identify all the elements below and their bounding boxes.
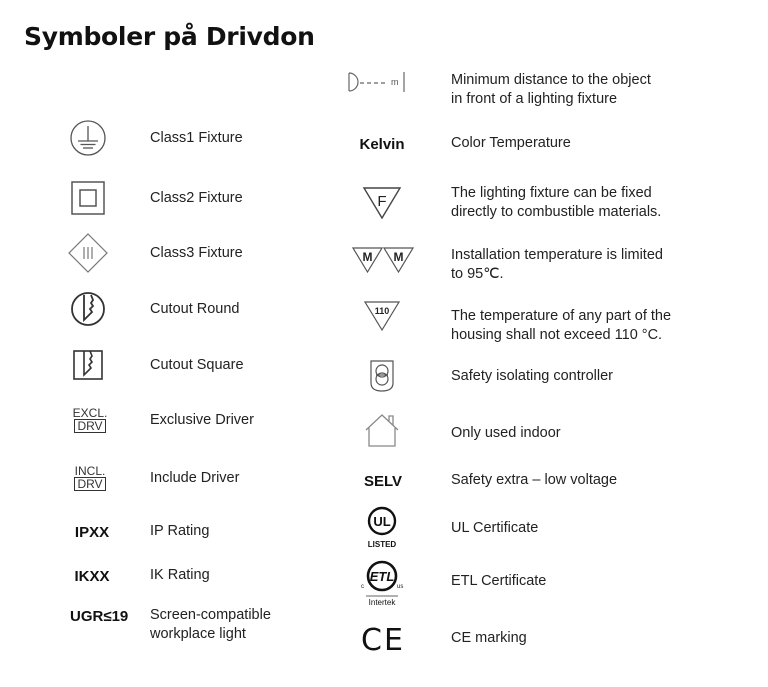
meter-text: m: [391, 77, 399, 87]
class2-double-square-icon: [70, 180, 106, 216]
cutout-round-icon: [70, 291, 106, 327]
mm-triangle-icon: [352, 246, 414, 274]
110-label-line1: The temperature of any part of the: [451, 308, 672, 324]
indoor-house-icon: [364, 412, 400, 448]
mm-label-line1: Installation temperature is limited: [451, 247, 663, 263]
class3-label: Class3 Fixture: [150, 245, 243, 261]
m-text: M: [393, 250, 404, 264]
selv-label: Safety extra – low voltage: [451, 472, 618, 488]
intertek-text: Intertek: [368, 598, 396, 607]
110-text: 110: [374, 306, 390, 316]
minimum-distance-icon: [346, 70, 408, 94]
ugr-icon: UGR≤19: [70, 607, 129, 625]
cutout-round-label: Cutout Round: [150, 301, 240, 317]
ul-listed-icon: [362, 505, 402, 549]
etl-label: ETL Certificate: [451, 573, 547, 589]
ce-label: CE marking: [451, 630, 527, 646]
indoor-label: Only used indoor: [451, 425, 561, 441]
safety-isolating-transformer-icon: [368, 358, 396, 394]
exclusive-driver-icon: [70, 404, 110, 436]
ik-rating-label: IK Rating: [150, 567, 210, 583]
ik-rating-icon: IKXX: [74, 567, 110, 585]
c-text: c: [361, 584, 364, 590]
include-driver-icon: [70, 462, 110, 494]
kelvin-label: Color Temperature: [451, 135, 571, 151]
ip-rating-icon: IPXX: [74, 523, 110, 541]
ul-text: UL: [373, 514, 391, 529]
kelvin-icon: Kelvin: [359, 135, 405, 153]
incl-text: INCL.: [74, 464, 106, 478]
class2-label: Class2 Fixture: [150, 190, 243, 206]
class1-earth-icon: [68, 118, 108, 158]
ce-mark-icon: CE: [361, 622, 405, 658]
ugr-label-line2: workplace light: [150, 626, 246, 642]
f-text: F: [377, 193, 387, 210]
listed-text: LISTED: [367, 540, 397, 549]
f-label-line2: directly to combustible materials.: [451, 204, 662, 220]
selv-icon: SELV: [363, 472, 403, 490]
etl-intertek-icon: [356, 558, 408, 610]
etl-text: ETL: [369, 569, 395, 584]
drv-text: DRV: [74, 419, 105, 433]
mm-label-line2: to 95℃.: [451, 266, 504, 282]
min-distance-label-line2: in front of a lighting fixture: [451, 91, 618, 107]
f-triangle-icon: [362, 186, 402, 220]
cutout-square-icon: [72, 349, 104, 381]
temperature-110-icon: [364, 300, 400, 332]
ip-rating-label: IP Rating: [150, 523, 210, 539]
include-driver-label: Include Driver: [150, 470, 240, 486]
m-text: M: [362, 250, 373, 264]
min-distance-label-line1: Minimum distance to the object: [451, 72, 651, 88]
110-label-line2: housing shall not exceed 110 °C.: [451, 327, 663, 343]
ul-label: UL Certificate: [451, 520, 539, 536]
class1-label: Class1 Fixture: [150, 130, 243, 146]
f-label-line1: The lighting fixture can be fixed: [451, 185, 652, 201]
ugr-label-line1: Screen-compatible: [150, 607, 271, 623]
safety-isolating-label: Safety isolating controller: [451, 368, 613, 384]
excl-text: EXCL.: [72, 406, 108, 420]
cutout-square-label: Cutout Square: [150, 357, 244, 373]
exclusive-driver-label: Exclusive Driver: [150, 412, 254, 428]
drv-text: DRV: [74, 477, 105, 491]
class3-diamond-icon: [67, 232, 109, 274]
page-title: Symboler på Drivdon: [24, 22, 315, 51]
us-text: us: [397, 584, 404, 590]
